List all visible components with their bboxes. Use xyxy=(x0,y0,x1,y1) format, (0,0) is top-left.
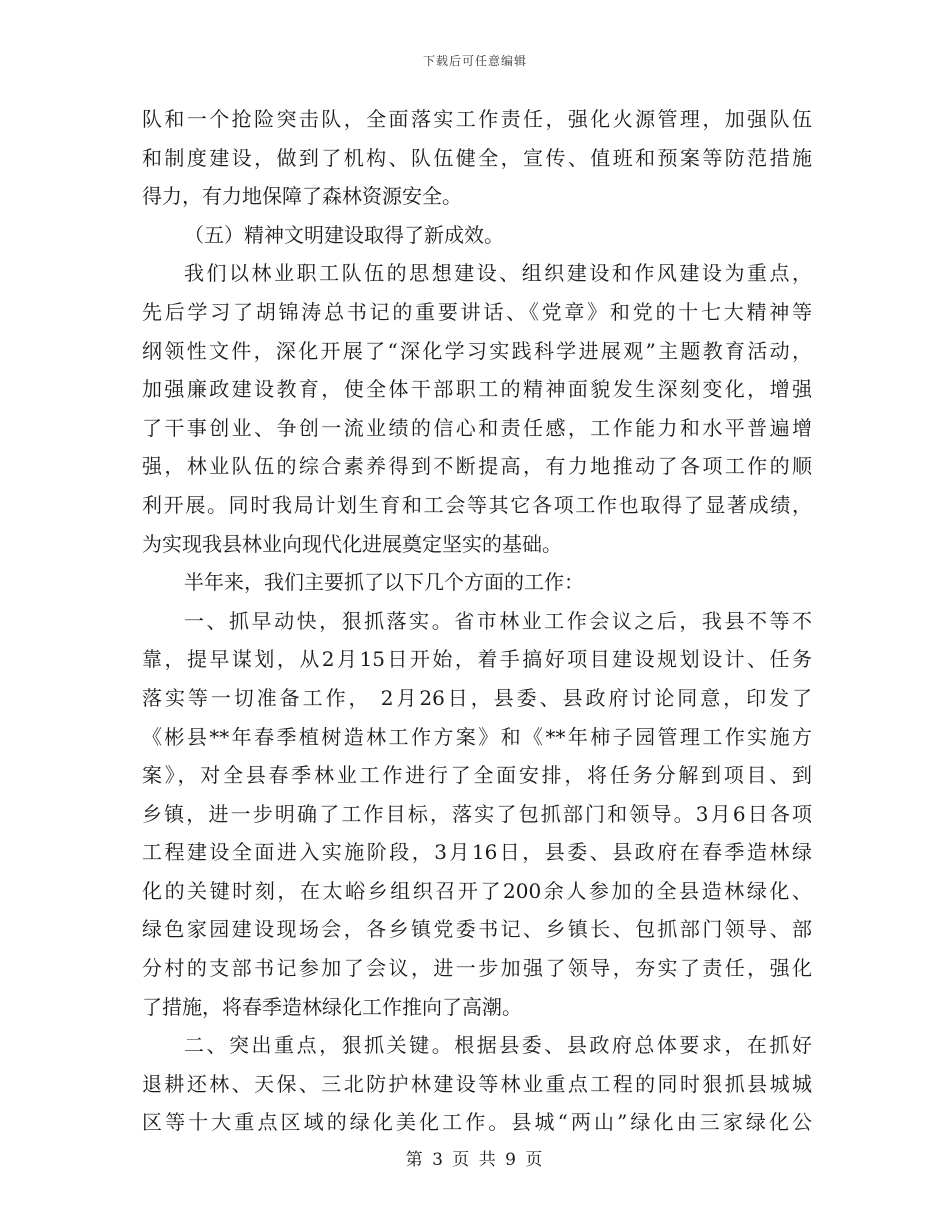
text-line: 我们以林业职工队伍的思想建设、组织建设和作风建设为重点， xyxy=(184,261,812,286)
text-line: 半年来，我们主要抓了以下几个方面的工作： xyxy=(184,570,584,595)
text-line: 落实等一切准备工作， 2月26日，县委、县政府讨论同意，印发了 xyxy=(142,685,812,710)
text-line: 了措施，将春季造林绿化工作推向了高潮。 xyxy=(142,994,522,1019)
text-line: 和制度建设，做到了机构、队伍健全，宣传、值班和预案等防范措施 xyxy=(142,145,812,170)
text-line: 退耕还林、天保、三北防护林建设等林业重点工程的同时狠抓县城城 xyxy=(142,1071,812,1096)
text-line: （五）精神文明建设取得了新成效。 xyxy=(184,222,504,247)
page-header: 下载后可任意编辑 xyxy=(422,54,527,68)
text-line: 分村的支部书记参加了会议，进一步加强了领导，夯实了责任，强化 xyxy=(142,956,812,981)
text-line: 纲领性文件，深化开展了“深化学习实践科学进展观”主题教育活动， xyxy=(142,338,812,363)
text-line: 一、抓早动快，狠抓落实。省市林业工作会议之后，我县不等不 xyxy=(184,608,812,633)
text-line: 为实现我县林业向现代化进展奠定坚实的基础。 xyxy=(142,531,562,556)
text-line: 得力，有力地保障了森林资源安全。 xyxy=(142,184,462,209)
text-line: 加强廉政建设教育，使全体干部职工的精神面貌发生深刻变化，增强 xyxy=(142,377,812,402)
text-line: 工程建设全面进入实施阶段，3月16日，县委、县政府在春季造林绿 xyxy=(142,840,812,865)
text-line: 利开展。同时我局计划生育和工会等其它各项工作也取得了显著成绩， xyxy=(142,492,812,517)
text-line: 《彬县**年春季植树造林工作方案》和《**年柿子园管理工作实施方 xyxy=(142,724,812,749)
text-line: 乡镇，进一步明确了工作目标，落实了包抓部门和领导。3月6日各项 xyxy=(142,801,812,826)
text-line: 案》，对全县春季林业工作进行了全面安排，将任务分解到项目、到 xyxy=(142,763,812,788)
text-line: 化的关键时刻，在太峪乡组织召开了200余人参加的全县造林绿化、 xyxy=(142,878,812,903)
text-line: 靠，提早谋划，从2月15日开始，着手搞好项目建设规划设计、任务 xyxy=(142,647,812,672)
text-line: 了干事创业、争创一流业绩的信心和责任感，工作能力和水平普遍增 xyxy=(142,415,812,440)
text-line: 队和一个抢险突击队，全面落实工作责任，强化火源管理，加强队伍 xyxy=(142,107,812,131)
text-line: 二、突出重点，狠抓关键。根据县委、县政府总体要求，在抓好 xyxy=(184,1033,812,1058)
text-line: 绿色家园建设现场会，各乡镇党委书记、乡镇长、包抓部门领导、部 xyxy=(142,917,812,942)
text-line: 强，林业队伍的综合素养得到不断提高，有力地推动了各项工作的顺 xyxy=(142,454,812,479)
document-body xyxy=(142,100,812,1142)
page-footer: 第 3 页 共 9 页 xyxy=(405,1150,545,1170)
text-line: 区等十大重点区域的绿化美化工作。县城“两山”绿化由三家绿化公 xyxy=(142,1110,812,1135)
text-line: 先后学习了胡锦涛总书记的重要讲话、《党章》和党的十七大精神等 xyxy=(142,299,812,324)
